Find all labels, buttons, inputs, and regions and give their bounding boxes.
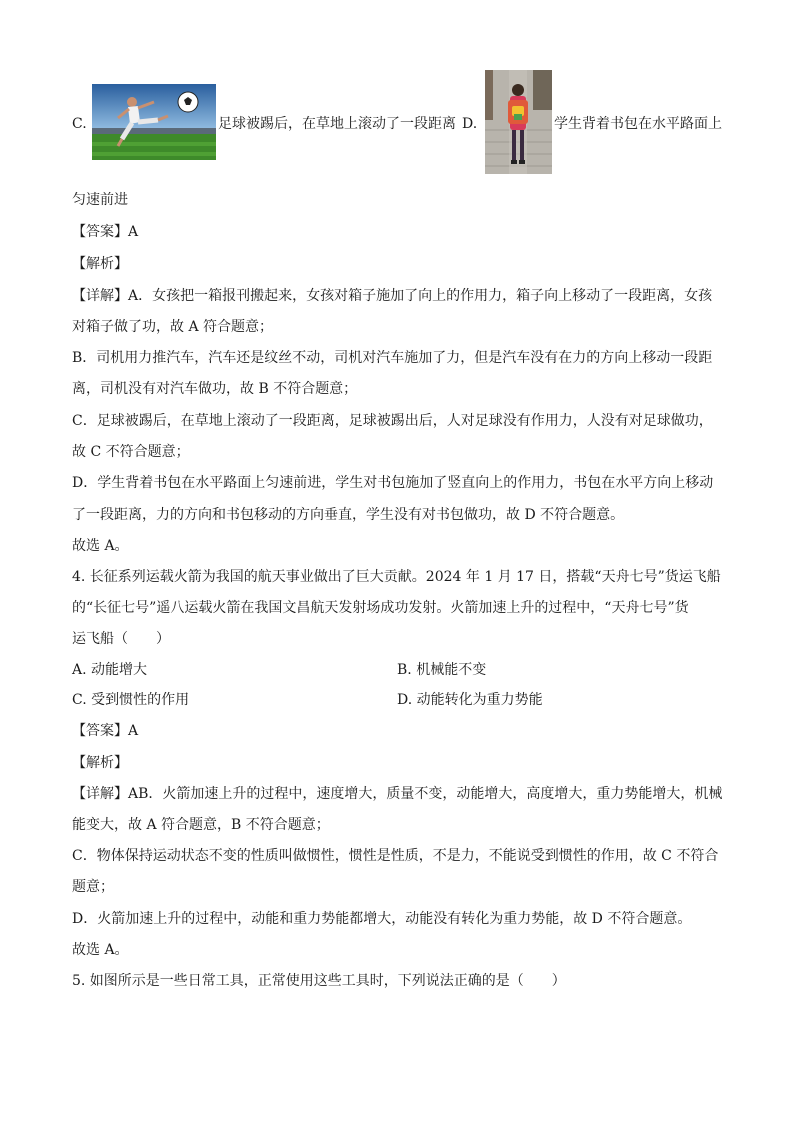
q5-stem: 5. 如图所示是一些日常工具，正常使用这些工具时，下列说法正确的是（ ） (72, 973, 566, 989)
q3-answer: 【答案】A (72, 224, 139, 240)
q4-detail-line: 能变大，故 A 符合题意，B 不符合题意； (72, 817, 330, 833)
option-d-label: D. (462, 116, 478, 132)
q4-analysis-heading: 【解析】 (72, 755, 128, 771)
q4-answer: 【答案】A (72, 723, 139, 739)
q4-detail-line: D．火箭加速上升的过程中，动能和重力势能都增大，动能没有转化为重力势能，故 D 不符合题意。 (72, 911, 692, 927)
q3-detail-line: D．学生背着书包在水平路面上匀速前进，学生对书包施加了竖直向上的作用力，书包在水平方向上移动 (72, 475, 714, 491)
q3-detail-line: 离，司机没有对汽车做功，故 B 不符合题意； (72, 381, 358, 397)
option-d-text: 学生背着书包在水平路面上 (554, 116, 722, 132)
q3-detail-line: 【详解】A．女孩把一箱报刊搬起来，女孩对箱子施加了向上的作用力，箱子向上移动了一段距离，女孩 (72, 288, 713, 304)
q4-stem-line: 4. 长征系列运载火箭为我国的航天事业做出了巨大贡献。2024 年 1 月 17 日，搭载“天舟七号”货运飞船 (72, 569, 721, 585)
soccer-kick-image (92, 84, 216, 160)
q4-stem-line: 运飞船（ ） (72, 631, 170, 647)
q4-detail-line: 【详解】AB．火箭加速上升的过程中，速度增大，质量不变，动能增大，高度增大，重力势能增大，机械 (72, 786, 723, 802)
q3-detail-line: B．司机用力推汽车，汽车还是纹丝不动，司机对汽车施加了力，但是汽车没有在力的方向上移动一段距 (72, 350, 713, 366)
q3-detail-line: 故 C 不符合题意； (72, 444, 190, 460)
q4-conclusion: 故选 A。 (72, 942, 129, 958)
option-d-continuation: 匀速前进 (72, 192, 128, 208)
option-c-text: 足球被踢后，在草地上滚动了一段距离 (218, 116, 456, 132)
student-backpack-image (485, 70, 552, 174)
option-c-label: C. (72, 116, 87, 132)
q4-option-a: A. 动能增大 (72, 662, 148, 678)
q4-stem-line: 的“长征七号”遥八运载火箭在我国文昌航天发射场成功发射。火箭加速上升的过程中，“天舟七号”货 (72, 600, 689, 616)
q3-analysis-heading: 【解析】 (72, 256, 128, 272)
q4-option-d: D. 动能转化为重力势能 (397, 692, 543, 708)
q3-detail-line: 对箱子做了功，故 A 符合题意； (72, 319, 274, 335)
q4-detail-line: 题意； (72, 879, 114, 895)
q3-conclusion: 故选 A。 (72, 538, 129, 554)
q3-detail-line: C．足球被踢后，在草地上滚动了一段距离，足球被踢出后，人对足球没有作用力，人没有对足球做功， (72, 413, 713, 429)
q4-option-b: B. 机械能不变 (397, 662, 487, 678)
q4-option-c: C. 受到惯性的作用 (72, 692, 190, 708)
q3-detail-line: 了一段距离，力的方向和书包移动的方向垂直，学生没有对书包做功，故 D 不符合题意。 (72, 507, 625, 523)
q4-detail-line: C．物体保持运动状态不变的性质叫做惯性，惯性是性质，不是力，不能说受到惯性的作用，故 C 不符合 (72, 848, 719, 864)
